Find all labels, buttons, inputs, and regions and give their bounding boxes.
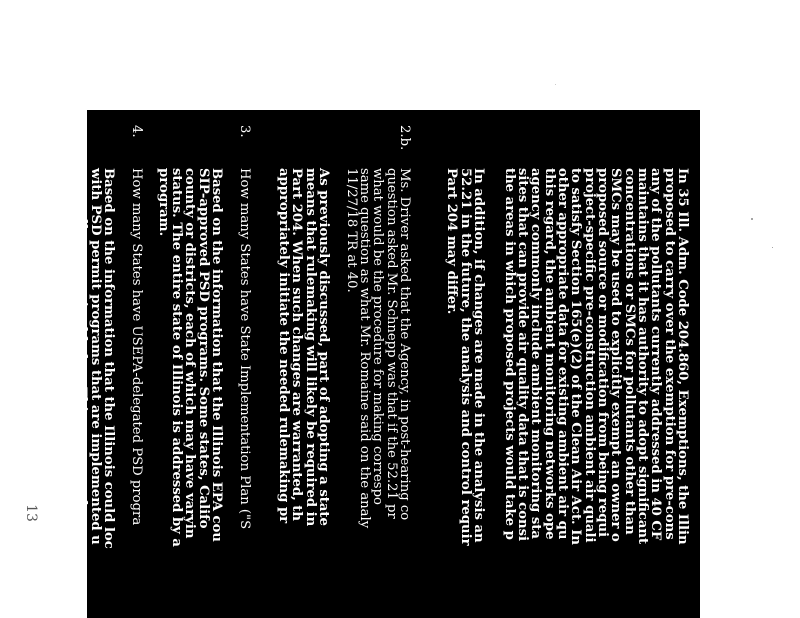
text-line: 11/27/18 TR at 40. bbox=[343, 168, 359, 293]
text-line: status. The entire state of Illinois is addressed by a bbox=[168, 168, 184, 547]
text-line: How many States have State Implementation Plan ("S bbox=[237, 168, 252, 530]
rotated-document-text bbox=[47, 110, 700, 618]
text-line: maintains that it has authority to adopt significant bbox=[634, 168, 650, 545]
response-paragraph bbox=[445, 168, 485, 546]
text-line: As previously discussed, part of adopting a state bbox=[316, 168, 331, 526]
response-paragraph bbox=[277, 168, 330, 526]
text-line: what would be the procedure for making correspo bbox=[370, 168, 386, 505]
text-line: project-specific pre-construction ambient air quali bbox=[581, 168, 597, 543]
text-line: agency commonly include ambient monitoring sta bbox=[528, 168, 544, 539]
question-number: 2.b. bbox=[397, 125, 412, 151]
scan-speck bbox=[555, 84, 556, 85]
text-line: proposed source or modification from being requi bbox=[594, 168, 610, 538]
response-paragraph bbox=[48, 168, 115, 549]
response-paragraph bbox=[156, 168, 223, 547]
text-line: 52.21 in the future, the analysis and control requir bbox=[457, 168, 473, 546]
text-line: proposed to carry over the exemption for pre-cons bbox=[661, 168, 677, 540]
text-line: county or districts, each of which may have varyin bbox=[182, 168, 198, 539]
response-paragraph bbox=[502, 168, 689, 545]
text-line: for PSD. bbox=[47, 168, 63, 230]
text-line: program. bbox=[155, 168, 171, 237]
question-number: 3. bbox=[237, 125, 252, 138]
text-line: generally summarized below. This summary does n bbox=[74, 168, 90, 545]
text-line: SMCs may be used to explicitly exempt an owner o bbox=[608, 168, 624, 542]
text-line: this regard, the ambient monitoring networks ope bbox=[541, 168, 557, 540]
text-line: any of the pollutants currently addressed in 40 CF bbox=[648, 168, 664, 541]
scan-speck bbox=[772, 247, 773, 248]
text-line: SIP-approved PSD programs. Some states, Califo bbox=[195, 168, 211, 529]
text-line: same question as what Mr. Romaine said on the analy bbox=[356, 168, 372, 529]
text-line: other appropriate data for existing ambient air qu bbox=[554, 168, 570, 540]
text-line: Ms. Driver asked that the Agency, in post-hearing co bbox=[397, 168, 412, 521]
text-line: means that rulemaking will likely be required in bbox=[302, 168, 318, 527]
text-line: Part 204 may differ. bbox=[444, 168, 460, 315]
question-paragraph bbox=[130, 168, 143, 525]
question-paragraph bbox=[238, 168, 251, 529]
text-line: the areas in which proposed projects would take p bbox=[501, 168, 517, 540]
scan-speck bbox=[751, 218, 753, 220]
text-line: appropriately initiate the needed rulemaking pr bbox=[275, 168, 291, 524]
page-number: 13 bbox=[23, 504, 39, 522]
question-number: 4. bbox=[129, 125, 144, 138]
text-line: that are considered Indian Country, for which USE bbox=[60, 168, 76, 543]
text-line: question asked Mr. Schnepp was that if the 52.21 pr bbox=[383, 168, 399, 519]
text-line: Based on the information that the Illinois could loc bbox=[101, 168, 116, 549]
text-line: In addition, if changes are made in the analysis an bbox=[471, 168, 486, 543]
text-line: In 35 Ill. Adm. Code 204.860, Exemptions, the Illin bbox=[675, 168, 690, 545]
question-paragraph bbox=[344, 168, 411, 528]
text-line: to satisfy Section 165(e)(2) of the Clean Air Act. In bbox=[568, 168, 584, 545]
text-line: Based on the information that the Illinois EPA cou bbox=[209, 168, 224, 542]
text-line: sites that can provide air quality data that is consi bbox=[514, 168, 530, 542]
text-line: Part 204. When such changes are warranted, th bbox=[289, 168, 305, 521]
text-line: with PSD permit programs that are implemented u bbox=[87, 168, 103, 545]
text-line: concentrations or SMCs for pollutants other than bbox=[621, 168, 637, 535]
text-line: How many States have USEPA-delegated PSD progra bbox=[129, 168, 144, 526]
